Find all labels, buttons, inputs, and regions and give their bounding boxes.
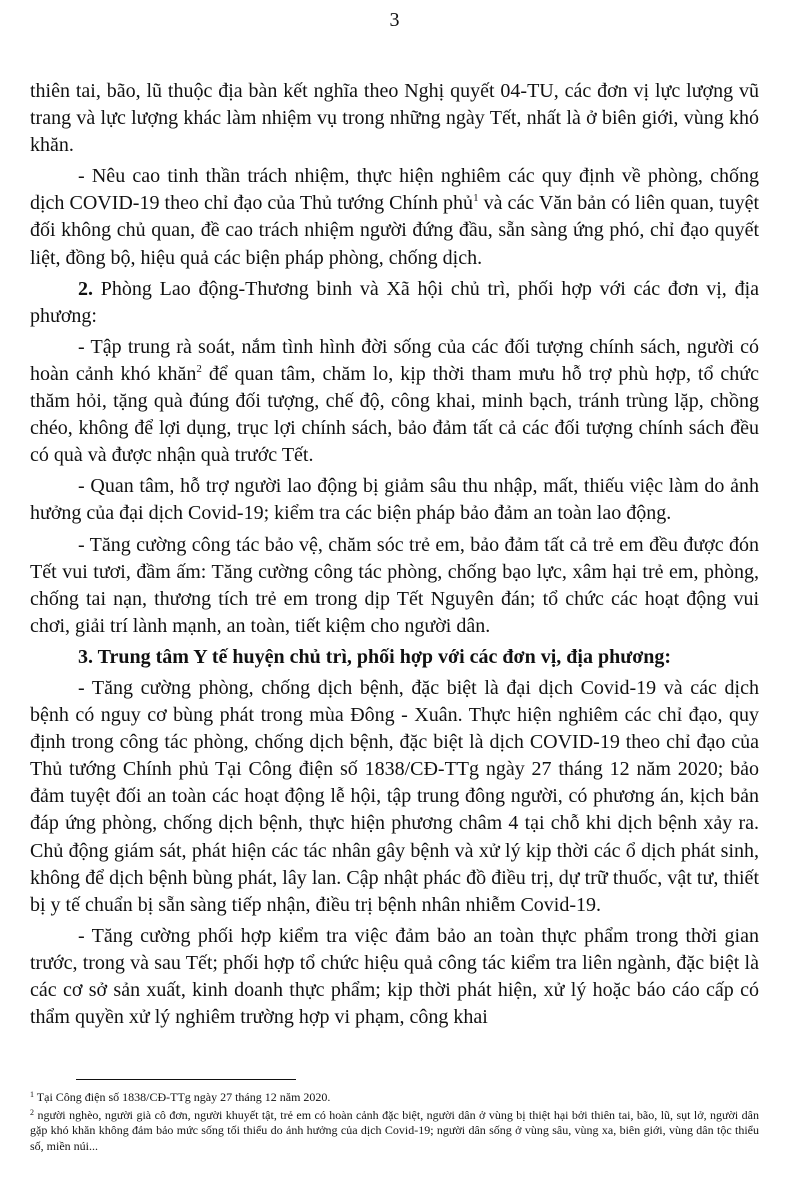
- footnote-ref-2[interactable]: 2: [196, 362, 202, 375]
- paragraph-policy-review: [30, 334, 759, 469]
- paragraph-labor-support: - Quan tâm, hỗ trợ người lao động bị giảm sâu thu nhập, mất, thiếu việc làm do ảnh hưởng của đại dịch Covid-19; kiểm tra các biện pháp bảo đảm an toàn lao động.: [30, 475, 759, 525]
- paragraph-text: và các Văn bản có liên quan, tuyệt đối không chủ quan, đề cao trách nhiệm người đứng đầu, sẵn sàng ứng phó, chỉ đạo quyết liệt, đồng bộ, hiệu quả các biện pháp phòng, chống dịch.: [30, 192, 760, 269]
- paragraph-food-safety: - Tăng cường phối hợp kiểm tra việc đảm bảo an toàn thực phẩm trong thời gian trước, trong và sau Tết; phối hợp tổ chức hiệu quả công tác kiểm tra liên ngành, đặc biệt là các cơ sở sản xuất, kinh doanh thực phẩm; kịp thời phát hiện, xử lý hoặc báo cáo cấp có thẩm quyền xử lý nghiêm trường hợp vi phạm, công khai: [30, 924, 759, 1029]
- paragraph-covid-responsibility: [30, 163, 759, 271]
- paragraph-continued: thiên tai, bão, lũ thuộc địa bàn kết nghĩa theo Nghị quyết 04-TU, các đơn vị lực lượng vũ trang và lực lượng khác làm nhiệm vụ trong những ngày Tết, nhất là ở biên giới, vùng khó khăn.: [30, 80, 759, 157]
- footnote-text: Tại Công điện số 1838/CĐ-TTg ngày 27 tháng 12 năm 2020.: [34, 1090, 331, 1105]
- footnote-divider: [76, 1079, 296, 1080]
- paragraph-text: để quan tâm, chăm lo, kịp thời tham mưu hỗ trợ phù hợp, tổ chức thăm hỏi, tặng quà đúng đối tượng, chế độ, công khai, minh bạch, tránh trùng lặp, chồng chéo, không để lợi dụng, trục lợi chính sách, bảo đảm tất cả các đối tượng chính sách đều có quà và được nhận quà trước Tết.: [30, 362, 760, 467]
- section-title: Phòng Lao động-Thương binh và Xã hội chủ trì, phối hợp với các đơn vị, địa phương:: [30, 277, 759, 327]
- footnotes: [30, 1090, 759, 1154]
- section-2-heading: [30, 276, 759, 330]
- paragraph-disease-prevention: - Tăng cường phòng, chống dịch bệnh, đặc biệt là đại dịch Covid-19 và các dịch bệnh có nguy cơ bùng phát trong mùa Đông - Xuân. Thực hiện nghiêm các chỉ đạo, quy định trong công tác phòng, chống dịch bệnh, đặc biệt là dịch COVID-19 theo chỉ đạo của Thủ tướng Chính phủ Tại Công điện số 1838/CĐ-TTg ngày 27 tháng 12 năm 2020; bảo đảm tuyệt đối an toàn các hoạt động lễ hội, tập trung đông người, có phương án, kịch bản đáp ứng phòng, chống dịch bệnh, thực hiện phương châm 4 tại chỗ khi dịch bệnh xảy ra. Chủ động giám sát, phát hiện các tác nhân gây bệnh và xử lý kịp thời các ổ dịch phát sinh, không để dịch bệnh bùng phát, lây lan. Cập nhật phác đồ điều trị, dự trữ thuốc, vật tư, thiết bị y tế chuẩn bị sẵn sàng tiếp nhận, điều trị bệnh nhân nhiễm Covid-19.: [30, 676, 759, 916]
- paragraph-child-protection: - Tăng cường công tác bảo vệ, chăm sóc trẻ em, bảo đảm tất cả trẻ em đều được đón Tết vui tươi, đầm ấm: Tăng cường công tác phòng, chống bạo lực, xâm hại trẻ em, phòng, chống tai nạn, thương tích trẻ em trong dịp Tết Nguyên đán; tổ chức các hoạt động vui chơi, giải trí lành mạnh, an toàn, tiết kiệm cho người dân.: [30, 533, 759, 637]
- footnote-marker: 2: [30, 1107, 34, 1117]
- section-3-heading: 3. Trung tâm Y tế huyện chủ trì, phối hợp với các đơn vị, địa phương:: [78, 645, 672, 668]
- footnote-1: [30, 1090, 759, 1106]
- page-number: 3: [389, 9, 400, 31]
- footnote-text: người nghèo, người già cô đơn, người khuyết tật, trẻ em có hoàn cảnh đặc biệt, người dân ở vùng bị thiệt hại bởi thiên tai, bão, lũ, sụt lở, người dân gặp khó khăn không đảm bảo mức sống tối thiểu do ảnh hưởng của dịch Covid-19; người dân sống ở vùng sâu, vùng xa, biên giới, vùng dân tộc thiểu số, miền núi...: [30, 1107, 759, 1153]
- footnote-2: [30, 1108, 759, 1155]
- footnote-marker: 1: [30, 1090, 34, 1100]
- paragraph-text: - Nêu cao tinh thần trách nhiệm, thực hiện nghiêm các quy định về phòng, chống dịch COVID-19 theo chỉ đạo của Thủ tướng Chính phủ: [30, 165, 759, 215]
- document-body: [30, 78, 759, 1031]
- footnote-ref-1[interactable]: 1: [473, 192, 479, 205]
- paragraph-text: - Tập trung rà soát, nắm tình hình đời sống của các đối tượng chính sách, người có hoàn cảnh khó khăn: [30, 335, 759, 385]
- section-number: 2.: [78, 277, 93, 300]
